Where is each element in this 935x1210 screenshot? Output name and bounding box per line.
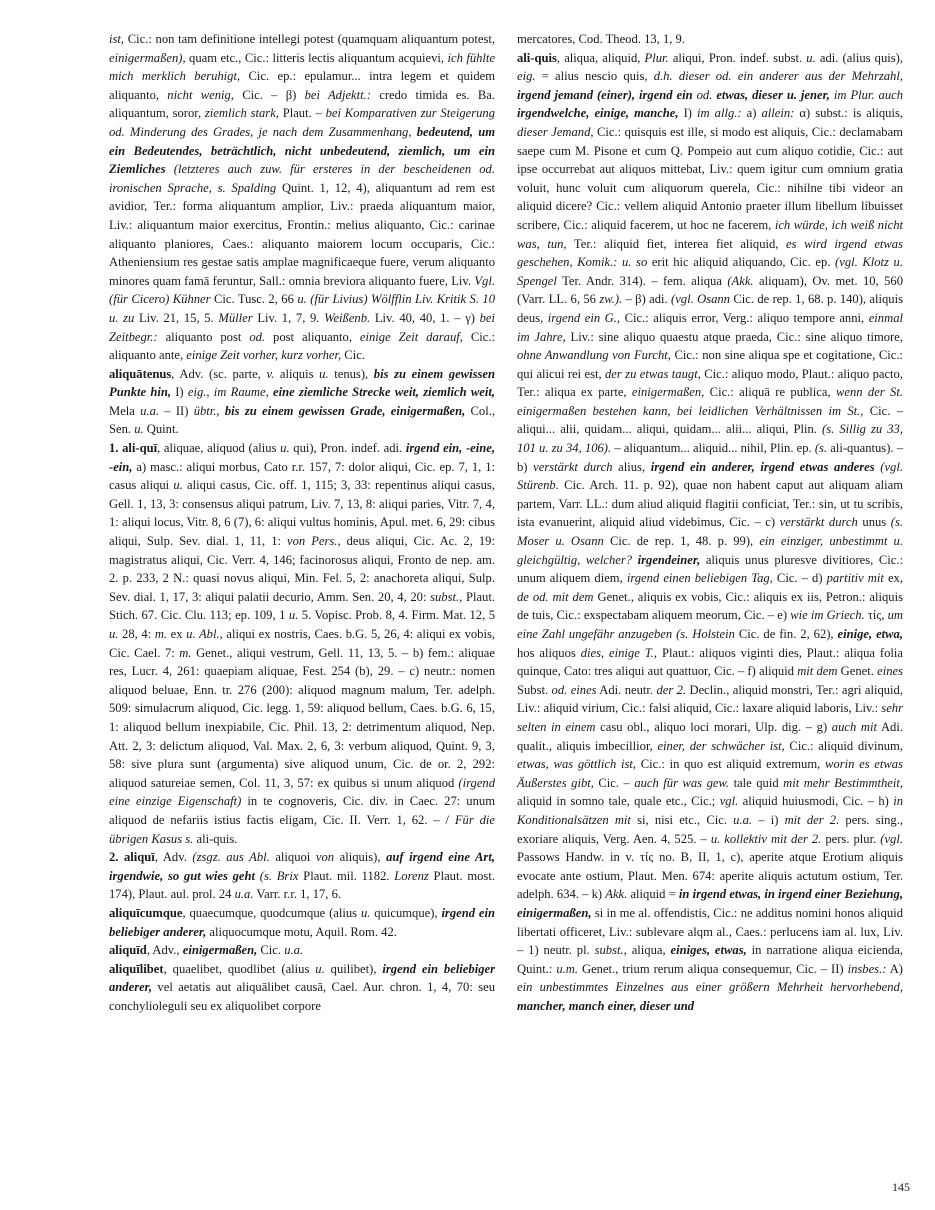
- text-segment: subst.,: [430, 589, 463, 604]
- page-number: 145: [892, 1180, 910, 1194]
- text-segment: u. Abl.,: [186, 627, 223, 641]
- text-segment: (vgl. Osann: [671, 292, 730, 307]
- text-segment: 1. ali-quī: [109, 441, 158, 456]
- text-segment: von Pers.,: [287, 534, 341, 549]
- text-segment: ist,: [109, 32, 125, 46]
- text-segment: casu obl., aliquo loci morari, Ulp. dig. – g): [595, 719, 832, 734]
- left-column-entry: [109, 848, 495, 904]
- text-segment: Declin., aliquid monstri, Ter.: agri aliquid, Liv.: aliquid virium, Cic.: falsi aliquid, Cic.: laxare aliquid laboris, Liv.:: [517, 682, 903, 716]
- text-segment: Cic. de rep. 1, 68. p. 140), aliquis deus,: [517, 292, 903, 325]
- text-segment: Cic. Tusc. 2, 66: [210, 292, 298, 307]
- left-column: [109, 30, 495, 1015]
- text-segment: u.: [319, 366, 329, 381]
- text-segment: in irgend etwas, in irgend einer Beziehung, einigermaßen,: [517, 887, 903, 920]
- text-segment: , Adv.: [154, 850, 193, 865]
- text-segment: u.: [109, 627, 119, 641]
- text-segment: Plaut. mil. 1182.: [298, 868, 395, 883]
- text-segment: u.: [360, 905, 371, 920]
- text-segment: Cic. –: [593, 775, 635, 790]
- text-segment: aliquātenus: [109, 366, 172, 381]
- text-segment: insbes.:: [847, 961, 887, 976]
- text-segment: Cic.: in quo est aliquid extremum,: [636, 757, 826, 772]
- text-segment: erit hic aliquid aliquando, Cic. ep.: [647, 255, 836, 270]
- text-segment: , quaelibet, quodlibet (alius: [163, 961, 316, 976]
- text-segment: der zu etwas taugt,: [605, 366, 701, 381]
- text-segment: d.h. dieser od. ein anderer aus der Mehrzahl,: [653, 69, 903, 84]
- text-segment: der 2.: [656, 682, 687, 697]
- text-segment: Cic.: aliquo modo, Plaut.: aliquo pacto, Ter.: aliqua ex parte,: [517, 366, 903, 400]
- text-segment: worin es etwas Äußerstes gibt,: [517, 757, 903, 790]
- text-segment: credo timida es. Ba. aliquantum, soror,: [109, 87, 495, 121]
- text-segment: Genet., aliquis ex vobis, Cic.: aliquis ex iis, Petron.: aliquis de tuis, Cic.: exspectabam aliquem meorum, Cic. – e): [517, 589, 903, 623]
- text-segment: de od. mit dem: [517, 589, 594, 604]
- left-column-entry: [109, 960, 495, 1016]
- text-segment: od.: [249, 329, 266, 344]
- text-segment: u.: [806, 50, 816, 65]
- text-segment: mercatores, Cod. Theod. 13, 1, 9.: [517, 32, 685, 46]
- text-segment: si, nisi etc., Cic.: [630, 812, 734, 827]
- text-segment: nicht wenig,: [167, 87, 234, 102]
- text-segment: Mela: [109, 403, 141, 418]
- text-segment: 2. aliquī: [109, 850, 155, 865]
- text-segment: aliquis),: [334, 850, 387, 865]
- text-segment: dies, einige T.,: [580, 645, 658, 660]
- text-segment: Cic. – d): [772, 571, 827, 586]
- left-column-entry: [109, 439, 495, 848]
- text-segment: dieser Jemand,: [517, 124, 594, 139]
- text-segment: unus: [857, 515, 891, 530]
- text-segment: Cic. – aliqui... alii, quidam... aliqui, quidam... alii... aliqui, Plin.: [517, 403, 903, 437]
- text-segment: ohne Anwandlung von Furcht,: [517, 348, 671, 363]
- text-segment: τίς,: [864, 608, 888, 623]
- text-segment: 28, 4:: [118, 627, 155, 641]
- text-segment: , Adv. (sc. parte,: [171, 366, 267, 381]
- text-segment: – i): [752, 812, 785, 827]
- text-segment: aliqui ex nostris, Caes. b.G. 5, 26, 4: aliqui ex vobis, Cic. Cael. 7:: [109, 627, 496, 660]
- text-segment: u. kollektiv mit der 2.: [710, 831, 822, 846]
- text-segment: irgend jemand (einer), irgend ein: [517, 87, 693, 102]
- text-segment: einer, der schwächer ist,: [657, 738, 785, 753]
- text-segment: ein unbestimmtes Einzelnes aus einer größern Mehrheit hervorhebend,: [517, 980, 903, 995]
- text-segment: Weißenb.: [324, 310, 371, 325]
- text-segment: Cic.: non tam definitione intellegi potest (quamquam aliquantum potest,: [124, 32, 495, 46]
- text-segment: (s. Brix: [259, 868, 299, 883]
- text-segment: , quaecumque, quodcumque (alius: [182, 905, 361, 920]
- text-segment: post aliquanto,: [265, 329, 360, 344]
- right-column: [517, 30, 903, 1015]
- text-segment: Cic. de fin. 2, 62),: [734, 627, 838, 641]
- text-segment: bei Komparativen zur Steigerung od. Minderung des Grades, je nach dem Zusammenhang,: [109, 106, 495, 139]
- text-segment: aliqua,: [626, 943, 671, 958]
- text-segment: si in me al. offendistis, Cic.: ne additus nomini honos aliquid libertati officeret, Liv.: sublevare alqm al., Caes.: perlucens iam al. lux, Liv. – 1) neutr. pl.: [517, 905, 903, 958]
- text-segment: irgend ein G.,: [547, 310, 621, 325]
- text-segment: Adi. qualit., aliquis imbecillior,: [517, 719, 903, 753]
- text-segment: aliquis: [274, 366, 320, 381]
- text-segment: in narratione aliqua eicienda, Quint.:: [517, 943, 904, 976]
- text-segment: quicumque),: [370, 905, 442, 920]
- text-segment: Akk.: [605, 887, 628, 902]
- text-segment: aliquam), Ov. met. 10, 560 (Varr. LL. 6, 56: [517, 273, 904, 307]
- text-segment: quilibet),: [324, 961, 383, 976]
- text-segment: adi. (alius quis),: [815, 50, 904, 65]
- text-segment: qui), Pron. indef. adi.: [289, 441, 406, 456]
- text-segment: I): [171, 385, 188, 400]
- text-segment: ex,: [883, 571, 903, 586]
- text-segment: aliqui, Pron. indef. subst.: [668, 50, 807, 65]
- text-segment: Plaut. Stich. 67. Cic. Clu. 113; ep. 109, 1: [109, 589, 495, 623]
- text-segment: Cic.: aliquis error, Verg.: aliquo tempore anni,: [620, 310, 869, 325]
- text-segment: Cic. ep.: epulamur... intra legem et quidem aliquanto,: [109, 69, 496, 102]
- text-segment: Liv. 21, 15, 5.: [134, 310, 219, 325]
- text-segment: u.a.: [234, 887, 254, 902]
- text-segment: bei Zeitbegr.:: [109, 310, 496, 344]
- text-segment: I): [678, 106, 698, 121]
- text-segment: irgend einen beliebigen Tag,: [626, 571, 773, 586]
- text-segment: eig., im Raume,: [187, 385, 269, 400]
- text-segment: Cic.: aliquanto ante,: [109, 329, 496, 363]
- text-segment: ali-quis.: [193, 831, 238, 846]
- text-segment: quam etc., Cic.: litteris lectis aliquantum acquievi,: [185, 50, 448, 65]
- text-segment: alius,: [612, 459, 651, 474]
- text-segment: eig.: [517, 69, 536, 84]
- text-segment: aliquanto post: [157, 329, 250, 344]
- text-segment: u.: [134, 422, 144, 437]
- text-segment: aliquīcumque: [109, 905, 183, 920]
- text-segment: Cic.: quisquis est ille, si modo est aliquis, Cic.: declamabam saepe cum M. Pisone et cum Q. Pompeio aut cum aliquo cotidie, Cic.: aut ipse occurrebat aut aliquos mittebat, Liv.: quem igitur cum omnium gratia voluit, hunc voluit cum aliquorum querela, Cic.: nihilne tibi videor an aliquid dicere? Cic.: vellem aliquid Antonio praeter illum libellum libuisset scribere, Cic.: aliquid facerem, ut hoc ne facerem,: [517, 124, 903, 232]
- text-segment: mit der 2.: [784, 812, 840, 827]
- text-segment: Vgl. (für Cicero) Kühner: [109, 273, 495, 307]
- text-segment: irgendwelche, einige, manche,: [517, 106, 679, 121]
- text-segment: od.: [696, 87, 713, 102]
- text-segment: im allg.:: [697, 106, 742, 121]
- text-segment: aliqui casus, Cic. off. 1, 115; 3, 33: repentinus aliqui casus, Gell. 1, 13, 3: consensus aliqui patrum, Liv. 7, 13, 8: aliqui paries, Vitr. 7, 4, 1: aliqui locus, Vitr. 8, 6 (7), 6: aliqui vultus hominis, Apul. met. 6, 29: cibus aliqui, Sulp. Sev. dial. 1, 11, 1:: [109, 478, 495, 549]
- text-segment: einige Zeit vorher, kurz vorher,: [186, 348, 342, 363]
- text-segment: mit mehr Bestimmtheit,: [783, 775, 903, 790]
- text-segment: aliquis unus pluresve divitiores, Cic.: unum aliquem diem,: [517, 552, 903, 586]
- text-segment: zw.).: [599, 292, 623, 307]
- left-column-entry: [109, 30, 495, 365]
- text-segment: , aliquae, aliquod (alius: [157, 441, 281, 456]
- text-segment: u.m.: [556, 961, 579, 976]
- text-segment: tenus),: [328, 366, 374, 381]
- text-segment: bei Adjektt.:: [304, 87, 371, 102]
- text-segment: um eine Zahl ungefähr anzugeben (s. Holstein: [517, 608, 904, 641]
- text-segment: von: [315, 850, 335, 865]
- text-segment: Cic.: [257, 943, 285, 958]
- text-segment: Adi. neutr.: [596, 682, 657, 697]
- text-segment: u.: [315, 961, 325, 976]
- text-segment: a): [741, 106, 762, 121]
- text-segment: eine ziemliche Strecke weit, ziemlich weit,: [273, 385, 496, 400]
- right-column-entry: [517, 49, 903, 1016]
- text-segment: einige, etwa,: [837, 627, 903, 641]
- text-segment: Cic. – β): [233, 87, 305, 102]
- text-segment: Genet.: [837, 664, 878, 679]
- text-segment: auch mit: [831, 719, 877, 734]
- text-segment: pers. sing., exoriare aliquis, Verg. Aen. 4, 525. –: [517, 812, 903, 846]
- text-segment: aliquīlibet: [109, 961, 164, 976]
- text-segment: od. eines: [551, 682, 597, 697]
- text-segment: irgend ein anderer, irgend etwas anderes: [650, 459, 875, 474]
- text-segment: 5. Vopisc. Prob. 8, 4. Firm. Mat. 12, 5: [298, 608, 495, 623]
- text-segment: es wird irgend etwas geschehen, Komik.: u. so: [517, 236, 904, 270]
- text-segment: ali-quis: [517, 50, 557, 65]
- text-segment: (s. Moser u. Osann: [517, 515, 903, 549]
- text-segment: mancher, manch einer, dieser und: [517, 998, 695, 1013]
- text-segment: eines: [877, 664, 903, 679]
- text-segment: übtr.,: [193, 403, 220, 418]
- text-segment: Müller: [218, 310, 253, 325]
- right-column-entry: [517, 30, 903, 49]
- text-segment: aliquīd: [109, 943, 147, 958]
- text-segment: auch für was gew.: [634, 775, 730, 790]
- text-segment: auf irgend eine Art, irgendwie, so gut wies geht: [109, 850, 495, 883]
- text-segment: irgend ein beliebiger anderer,: [109, 905, 495, 939]
- text-segment: Cic. de rep. 1, 48. p. 99),: [603, 534, 760, 549]
- text-segment: etwas, was göttlich ist,: [517, 757, 637, 772]
- text-segment: Varr. r.r. 1, 17, 6.: [253, 887, 342, 902]
- text-segment: wie im Griech.: [790, 608, 865, 623]
- text-segment: Liv. 40, 40, 1. – γ): [370, 310, 480, 325]
- text-segment: ich würde, ich weiß nicht was, tun,: [517, 217, 903, 251]
- text-segment: aliquoi: [269, 850, 316, 865]
- text-segment: mit dem: [797, 664, 838, 679]
- text-segment: ex: [167, 627, 187, 641]
- text-segment: (vgl. Stürenb.: [517, 459, 903, 493]
- text-segment: ziemlich stark,: [204, 106, 279, 121]
- text-segment: einiges, etwas,: [670, 943, 747, 958]
- text-segment: irgend ein beliebiger anderer,: [109, 961, 495, 995]
- text-segment: a) masc.: aliqui morbus, Cato r.r. 157, 7: dolor aliqui, Cic. ep. 7, 1, 1: casus aliqui: [109, 459, 495, 493]
- text-segment: (s.: [814, 441, 828, 456]
- text-segment: Plaut. –: [278, 106, 326, 121]
- text-segment: hos aliquos: [517, 645, 581, 660]
- text-segment: (zsgz. aus Abl.: [192, 850, 270, 865]
- text-segment: Plur.: [644, 50, 669, 65]
- text-segment: u.: [173, 478, 183, 493]
- text-segment: bis zu einem gewissen Grade, einigermaßen,: [224, 403, 466, 418]
- text-segment: allein:: [761, 106, 795, 121]
- text-segment: Quint.: [143, 422, 179, 437]
- text-segment: Liv.: sine aliquo quaestu atque praeda, Cic.: sine aliquo timore,: [565, 329, 903, 344]
- text-segment: Cic. Arch. 11. p. 92), quae non habent caput aut aliquam aliam partem, Varr. LL.: dum aliud aliquid flagitii conficiat, Ter.: sin, ut tu scribis, ista evanuerint, aliquid aliud videbimus, Cic. – c): [517, 478, 903, 530]
- text-segment: ali-quantus). – b): [517, 441, 903, 474]
- text-segment: vel aetatis aut aliquālibet causā, Cael. Aur. chron. 1, 4, 70: seu conchylioleguli seu ex aliquolibet corpore: [109, 980, 495, 1013]
- text-segment: Cic.: aliquid divinum,: [784, 738, 903, 753]
- text-segment: wenn der St. einigermaßen bestehen kann, bei leidlichen Verhältnissen im St.,: [517, 385, 903, 418]
- left-column-entry: [109, 941, 495, 960]
- text-segment: einigermaßen,: [631, 385, 705, 400]
- text-segment: , Adv.,: [146, 943, 183, 958]
- text-segment: Plaut.: aliquos viginti dies, Plaut.: aliqua folia quinque, Cato: tres aliqui aut quattuor, Cic. – f) aliquid: [517, 645, 903, 679]
- text-segment: – II): [159, 403, 194, 418]
- text-segment: (irgend eine einzige Eigenschaft): [109, 775, 495, 809]
- text-segment: (vgl. Klotz u. Spengel: [517, 255, 903, 288]
- text-segment: Quint. 1, 12, 4), aliquantum ad rem est avidior, Ter.: forma aliquantum amplior, Liv.: praeda aliquantum maior, Liv.: aliquantum maior exercitus, Frontin.: melius aliquanto, Cic.: carinae aliquanto planiores, Caes.: aliquanto maiorem locum occuparis, Cic.: Atheniensium res gestae satis amplae magnificaeque fuere, verum aliquanto minores quam famā feruntur, Sall.: omnia breviora aliquanto fuere, Liv.: [109, 180, 495, 288]
- text-segment: – aliquantum... aliquid... nihil, Plin. ep.: [611, 441, 815, 456]
- text-segment: pers. plur.: [821, 831, 881, 846]
- text-segment: aliquid in somno tale, quale etc., Cic.;: [517, 794, 720, 809]
- text-segment: [166, 162, 174, 176]
- text-segment: Plaut. most. 174), Plaut. aul. prol. 24: [109, 868, 495, 902]
- text-segment: in te cognoveris, Cic. div. in Caec. 27: unum aliquod de nefariis istius factis eligam, Cic. II. Verr. 1, 62. – /: [109, 794, 495, 827]
- text-segment: u.a.: [284, 943, 304, 958]
- text-segment: Subst.: [517, 682, 552, 697]
- text-segment: bedeutend, um ein Bedeutendes, beträchtlich, nicht unbedeutend, ziemlich, um ein Ziemliches: [109, 124, 495, 177]
- text-segment: A): [886, 961, 903, 976]
- text-segment: (Akk.: [727, 273, 754, 288]
- text-segment: einmal im Jahre,: [517, 310, 903, 344]
- text-segment: Cic.: aliquā re publica,: [704, 385, 836, 400]
- text-segment: (vgl.: [880, 831, 903, 846]
- text-segment: in Konditionalsätzen mit: [517, 794, 903, 827]
- text-segment: α) subst.: is aliquis,: [794, 106, 904, 121]
- text-segment: (s. Sillig zu 33, 101 u. zu 34, 106).: [517, 422, 903, 456]
- text-segment: aliquid huiusmodi, Cic. – h): [738, 794, 894, 809]
- text-segment: etwas, dieser u. jener,: [716, 87, 830, 102]
- text-segment: irgend ein, -eine, -ein,: [109, 441, 495, 474]
- text-segment: m.: [154, 627, 168, 641]
- text-segment: im Plur. auch: [833, 87, 904, 102]
- text-segment: Ter.: aliquid fiet, interea fiet aliquid,: [566, 236, 787, 251]
- text-segment: subst.,: [594, 943, 627, 958]
- text-segment: partitiv mit: [826, 571, 884, 586]
- text-segment: ein einziger, unbestimmt u. gleichgültig, welcher?: [517, 534, 903, 567]
- text-segment: verstärkt durch: [533, 459, 613, 474]
- text-segment: einigermaßen),: [109, 50, 186, 65]
- text-segment: Lorenz: [394, 868, 429, 883]
- text-segment: u. (für Livius) Wölfflin Liv. Kritik S. 10 u. zu: [109, 292, 495, 325]
- text-segment: u.: [288, 608, 299, 623]
- text-segment: = alius nescio quis,: [535, 69, 654, 84]
- text-segment: einigermaßen,: [182, 943, 258, 958]
- text-segment: Col., Sen.: [109, 403, 495, 437]
- text-segment: (letzteres auch zuw. für ersteres in der bescheidenen od. ironischen Sprache, s. Spalding: [109, 162, 495, 195]
- text-segment: u.a.: [733, 812, 753, 827]
- text-segment: Cic.: [341, 348, 365, 363]
- text-segment: Genet., trium rerum aliqua consequemur, Cic. – II): [578, 961, 848, 976]
- text-segment: Liv. 1, 7, 9.: [252, 310, 325, 325]
- text-segment: vgl.: [719, 794, 739, 809]
- text-segment: verstärkt durch: [779, 515, 858, 530]
- text-segment: Passows Handw. in v. τίς no. B, II, 1, c), aperite atque Erotium aliquis evocate ante ostium, Plaut. Men. 674: aperite aliquis actutum ostium, Ter. adelph. 634. – k): [517, 850, 903, 902]
- text-segment: irgendeiner,: [637, 552, 701, 567]
- text-segment: aliquocumque motu, Aquil. Rom. 42.: [206, 924, 397, 939]
- text-segment: Genet., aliqui vestrum, Gell. 11, 13, 5. – b) fem.: aliquae res, Lucr. 4, 261: quaepiam aliquae, Fest. 254 (b), 29. – c) neutr.: nomen aliquod beluae, Enn. tr. 276 (200): aliquod magnum malum, Ter. adelph. 509: simulacrum aliquod, Cic. legg. 1, 59: aliquod bellum, Caes. b.G. 6, 15, 1: aliquod bellum inexpiabile, Cic. Phil. 13, 2: detrimentum aliquod, Nep. Att. 2, 3: delictum aliquod, Val. Max. 2, 6, 3: verbum aliquod, Quint. 9, 3, 58: sive plura sunt (argumenta) sive aliquod unum, Cic. de or. 2, 292: aliquod satureiae semen, Col. 11, 3, 57: ex quibus si unum aliquod: [109, 645, 495, 790]
- text-segment: v.: [266, 366, 275, 381]
- text-segment: tale quid: [729, 775, 784, 790]
- text-segment: Cic.: non sine aliqua spe et cogitatione, Cic.: qui alicui rei est,: [517, 348, 903, 381]
- left-column-entry: [109, 904, 495, 941]
- text-segment: Für die übrigen Kasus s.: [109, 812, 495, 846]
- text-segment: einige Zeit darauf,: [359, 329, 463, 344]
- text-segment: sehr selten in einem: [517, 701, 903, 734]
- text-segment: m.: [179, 645, 192, 660]
- text-segment: , aliqua, aliquid,: [556, 50, 645, 65]
- text-segment: u.: [280, 441, 290, 456]
- text-segment: aliquid =: [627, 887, 679, 902]
- text-segment: u.a.: [140, 403, 160, 418]
- text-segment: deus aliqui, Cic. Ac. 2, 19: magistratus aliqui, Cic. Verr. 4, 146; facinorosus aliqui, Fronto de nep. am. 2. p. 233, 2 N.: quasi novus aliqui, Min. Fel. 5, 2: anachoreta aliqui, Sulp. Sev. dial. 1, 17, 3: aliqui palatii decurio, Amm. Sen. 20, 4, 20:: [109, 534, 495, 604]
- text-segment: bis zu einem gewissen Punkte hin,: [109, 366, 495, 400]
- left-column-entry: [109, 365, 495, 439]
- text-segment: – β) adi.: [622, 292, 672, 307]
- text-segment: Ter. Andr. 314). – fem. aliqua: [556, 273, 728, 288]
- text-segment: ich fühlte mich merklich beruhigt,: [109, 50, 495, 84]
